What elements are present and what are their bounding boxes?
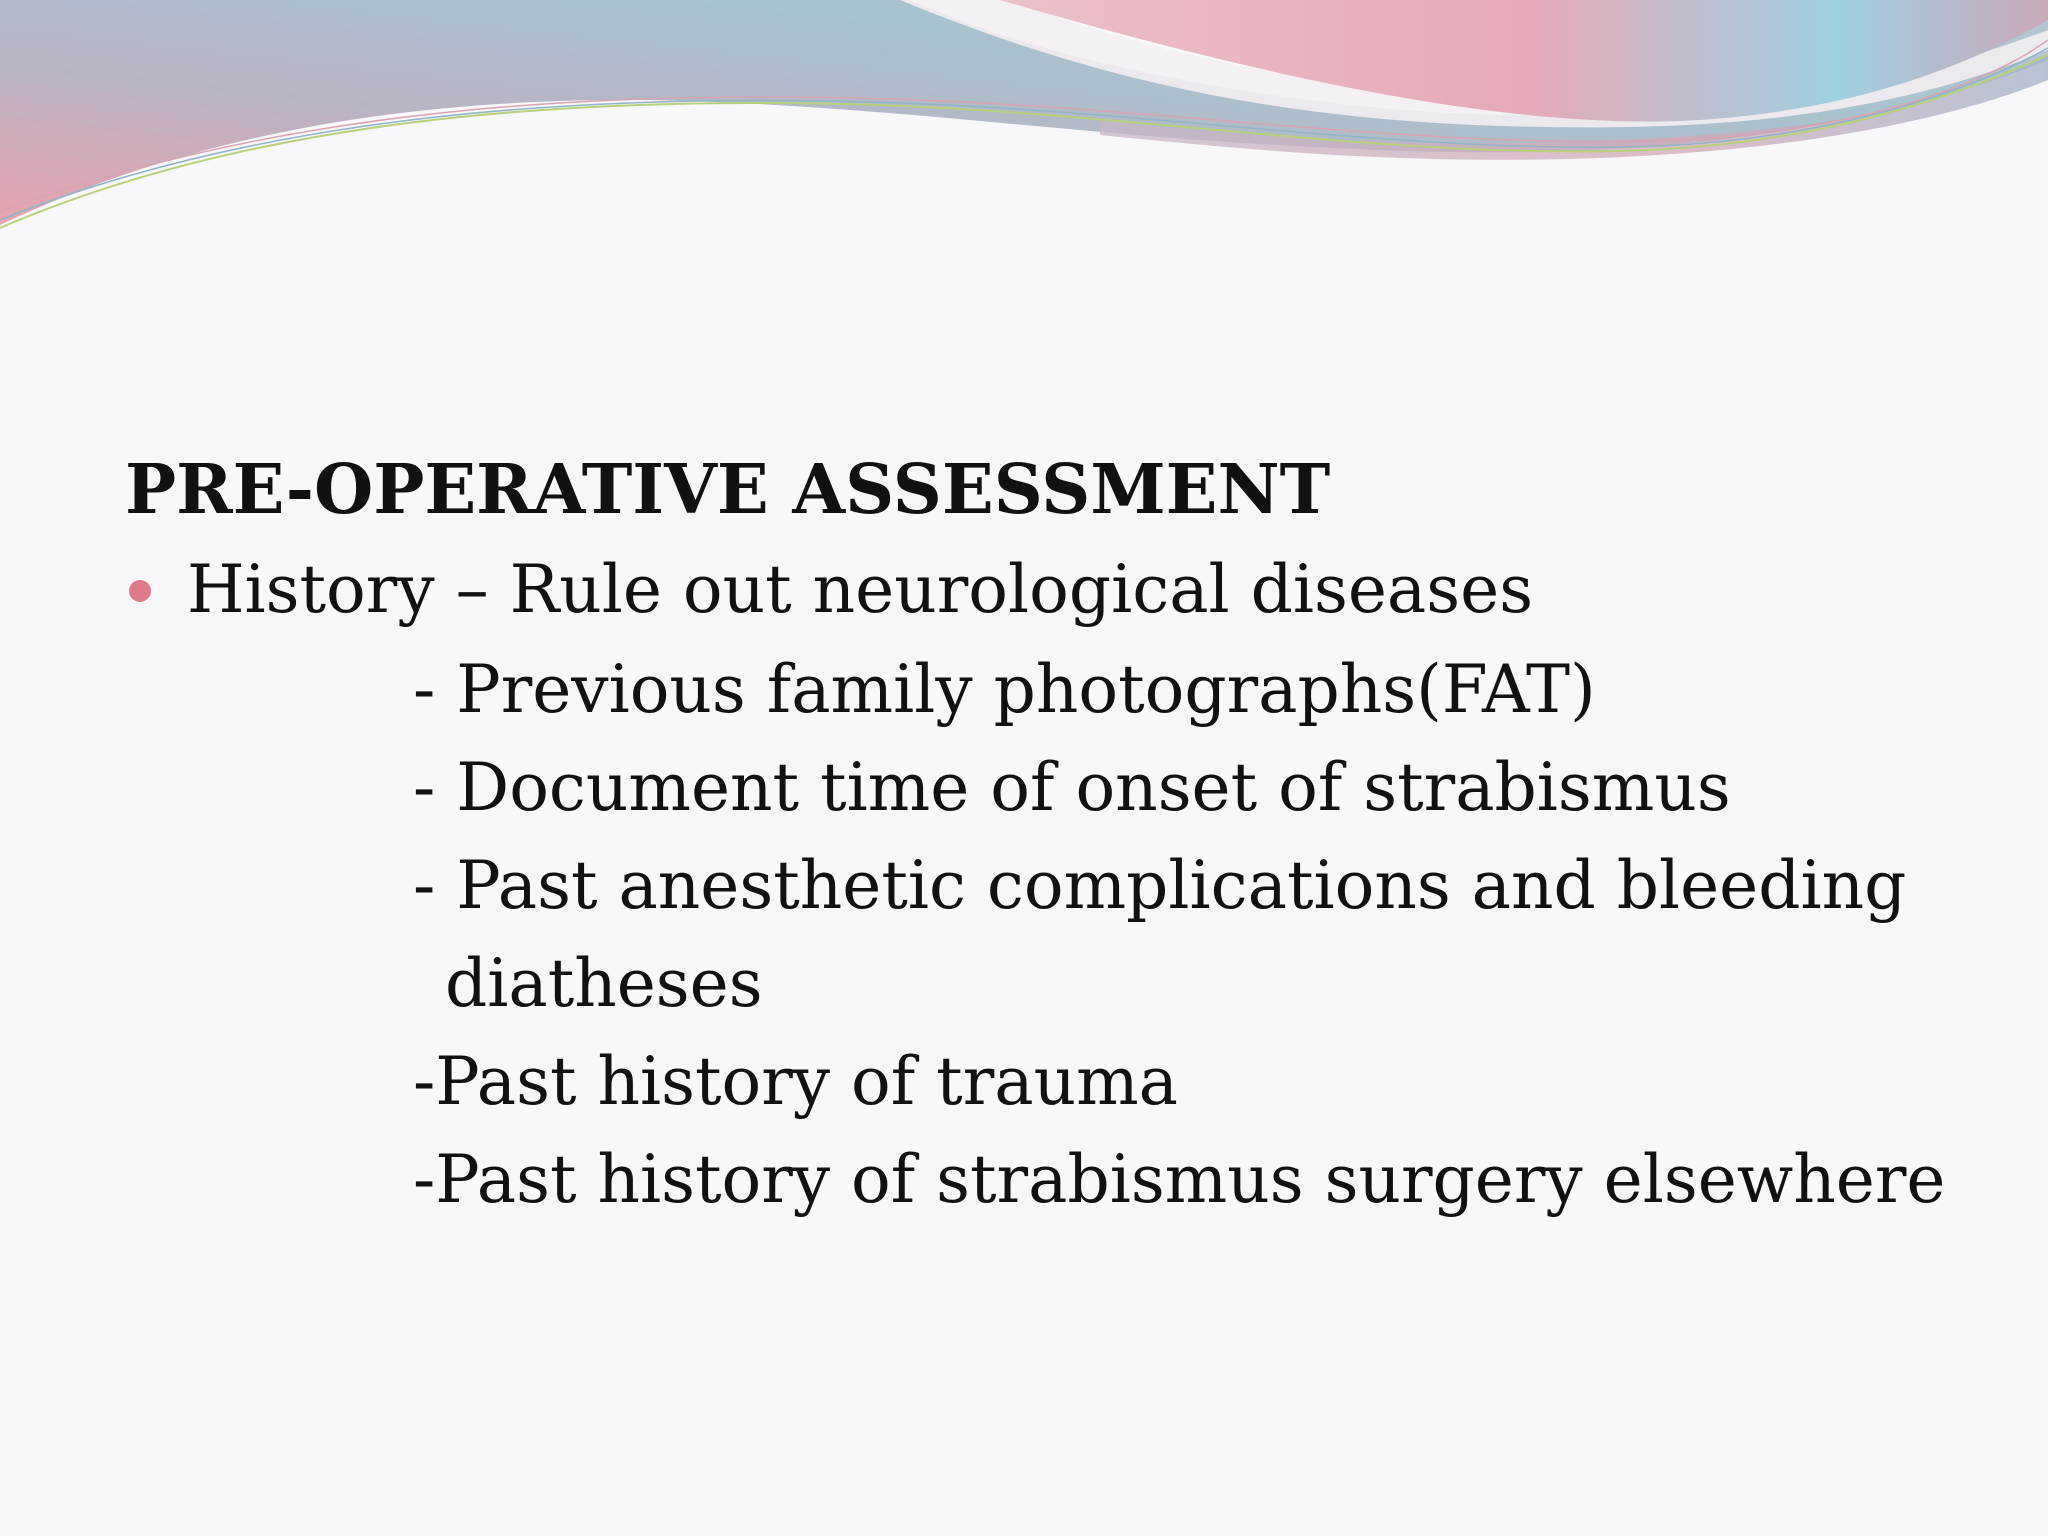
sub-item-family-photographs: - Previous family photographs(FAT) [413,651,1596,728]
sub-item-prior-surgery: -Past history of strabismus surgery elsewhere [413,1141,1946,1218]
slide-title: PRE-OPERATIVE ASSESSMENT [125,450,1331,530]
sub-item-trauma-history: -Past history of trauma [413,1043,1179,1120]
bullet-text: History – Rule out neurological diseases [187,551,1534,628]
sub-item-anesthetic-complications-continued: diatheses [445,945,763,1022]
sub-item-anesthetic-complications: - Past anesthetic complications and bleeding [413,847,1907,924]
sub-item-onset-time: - Document time of onset of strabismus [413,749,1731,826]
decorative-wave-header [0,0,2048,240]
bullet-dot-icon [129,580,151,602]
